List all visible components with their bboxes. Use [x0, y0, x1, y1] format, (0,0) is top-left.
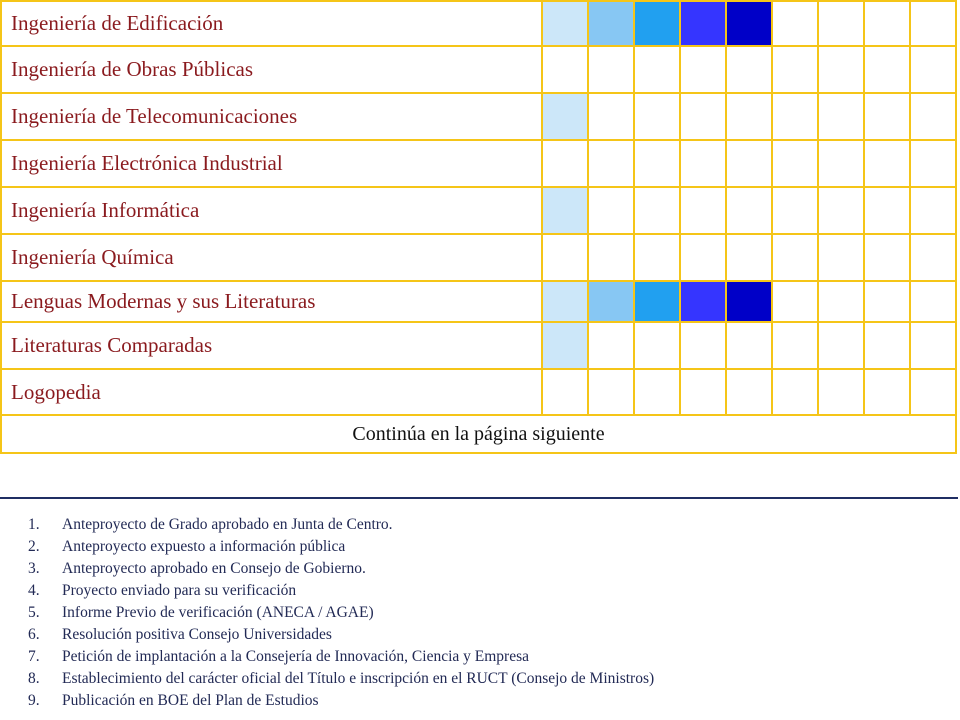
step-cell: [726, 93, 772, 140]
step-cell: [634, 140, 680, 187]
step-cell: [726, 187, 772, 234]
step-cell: [818, 322, 864, 369]
step-cell: [772, 322, 818, 369]
step-cell: [910, 140, 956, 187]
legend-text: Publicación en BOE del Plan de Estudios: [62, 692, 319, 709]
legend-text: Anteproyecto expuesto a información pública: [62, 538, 346, 555]
step-cell: [772, 140, 818, 187]
step-cell: [772, 46, 818, 93]
legend-number: 6.: [28, 626, 40, 643]
legend-text: Proyecto enviado para su verificación: [62, 582, 297, 599]
program-name: Ingeniería Electrónica Industrial: [1, 140, 542, 187]
step-cell: [542, 187, 588, 234]
step-cell: [680, 281, 726, 322]
program-name: Ingeniería Informática: [1, 187, 542, 234]
schedule-row: [1, 322, 956, 369]
legend-number: 7.: [28, 648, 40, 665]
step-cell: [680, 322, 726, 369]
step-cell: [634, 187, 680, 234]
step-cell: [542, 234, 588, 281]
program-name: Ingeniería de Telecomunicaciones: [1, 93, 542, 140]
program-name: Literaturas Comparadas: [1, 322, 542, 369]
step-cell: [726, 369, 772, 415]
step-cell: [772, 234, 818, 281]
schedule-row: [1, 140, 956, 187]
step-cell: [634, 281, 680, 322]
step-cell: [818, 46, 864, 93]
program-name: Ingeniería de Obras Públicas: [1, 46, 542, 93]
step-cell: [588, 187, 634, 234]
step-cell: [910, 46, 956, 93]
step-cell: [634, 322, 680, 369]
step-cell: [680, 140, 726, 187]
program-name: Lenguas Modernas y sus Literaturas: [1, 281, 542, 322]
schedule-row: [1, 187, 956, 234]
steps-legend: [28, 514, 948, 712]
step-cell: [864, 369, 910, 415]
legend-number: 4.: [28, 582, 40, 599]
legend-text: Anteproyecto de Grado aprobado en Junta de Centro.: [62, 516, 393, 533]
legend-item: [28, 668, 948, 690]
step-cell: [772, 1, 818, 46]
step-cell: [634, 93, 680, 140]
step-cell: [588, 140, 634, 187]
step-cell: [542, 93, 588, 140]
step-cell: [726, 281, 772, 322]
schedule-row: [1, 93, 956, 140]
step-cell: [634, 369, 680, 415]
schedule-row: [1, 234, 956, 281]
step-cell: [864, 140, 910, 187]
step-cell: [818, 1, 864, 46]
step-cell: [542, 46, 588, 93]
step-cell: [910, 1, 956, 46]
legend-item: [28, 690, 948, 712]
legend-text: Establecimiento del carácter oficial del Título e inscripción en el RUCT (Consejo de Ministros): [62, 670, 655, 687]
step-cell: [910, 234, 956, 281]
step-cell: [588, 93, 634, 140]
step-cell: [864, 187, 910, 234]
legend-text: Resolución positiva Consejo Universidades: [62, 626, 332, 643]
step-cell: [818, 93, 864, 140]
step-cell: [818, 140, 864, 187]
step-cell: [680, 234, 726, 281]
step-cell: [726, 322, 772, 369]
step-cell: [634, 46, 680, 93]
step-cell: [542, 1, 588, 46]
step-cell: [588, 1, 634, 46]
step-cell: [680, 369, 726, 415]
step-cell: [864, 46, 910, 93]
step-cell: [726, 140, 772, 187]
step-cell: [910, 322, 956, 369]
step-cell: [864, 93, 910, 140]
step-cell: [542, 281, 588, 322]
program-name: Logopedia: [1, 369, 542, 415]
legend-number: 3.: [28, 560, 40, 577]
legend-item: [28, 558, 948, 580]
step-cell: [726, 1, 772, 46]
program-name: Ingeniería Química: [1, 234, 542, 281]
legend-item: [28, 514, 948, 536]
step-cell: [588, 322, 634, 369]
step-cell: [680, 93, 726, 140]
step-cell: [634, 1, 680, 46]
step-cell: [680, 46, 726, 93]
legend-text: Petición de implantación a la Consejería de Innovación, Ciencia y Empresa: [62, 648, 529, 665]
legend-text: Anteproyecto aprobado en Consejo de Gobierno.: [62, 560, 366, 577]
divider-rule: [0, 497, 958, 499]
step-cell: [542, 369, 588, 415]
step-cell: [864, 281, 910, 322]
legend-number: 1.: [28, 516, 40, 533]
step-cell: [772, 93, 818, 140]
step-cell: [680, 1, 726, 46]
step-cell: [910, 187, 956, 234]
schedule-row: [1, 46, 956, 93]
schedule-row: [1, 1, 956, 46]
step-cell: [910, 281, 956, 322]
step-cell: [818, 281, 864, 322]
legend-item: [28, 580, 948, 602]
step-cell: [726, 234, 772, 281]
legend-item: [28, 536, 948, 558]
schedule-row: [1, 369, 956, 415]
step-cell: [864, 1, 910, 46]
step-cell: [818, 187, 864, 234]
step-cell: [818, 234, 864, 281]
continuation-note: Continúa en la página siguiente: [1, 415, 956, 453]
legend-number: 9.: [28, 692, 40, 709]
step-cell: [772, 187, 818, 234]
legend-item: [28, 624, 948, 646]
legend-text: Informe Previo de verificación (ANECA / AGAE): [62, 604, 374, 621]
step-cell: [910, 93, 956, 140]
legend-item: [28, 602, 948, 624]
step-cell: [588, 46, 634, 93]
step-cell: [588, 281, 634, 322]
schedule-row: [1, 281, 956, 322]
step-cell: [726, 46, 772, 93]
step-cell: [588, 369, 634, 415]
step-cell: [680, 187, 726, 234]
legend-number: 2.: [28, 538, 40, 555]
step-cell: [864, 234, 910, 281]
program-name: Ingeniería de Edificación: [1, 1, 542, 46]
step-cell: [634, 234, 680, 281]
step-cell: [818, 369, 864, 415]
legend-number: 8.: [28, 670, 40, 687]
step-cell: [542, 322, 588, 369]
step-cell: [588, 234, 634, 281]
legend-number: 5.: [28, 604, 40, 621]
legend-item: [28, 646, 948, 668]
step-cell: [864, 322, 910, 369]
step-cell: [772, 281, 818, 322]
footer-row: [1, 415, 956, 453]
step-cell: [910, 369, 956, 415]
step-cell: [542, 140, 588, 187]
step-cell: [772, 369, 818, 415]
